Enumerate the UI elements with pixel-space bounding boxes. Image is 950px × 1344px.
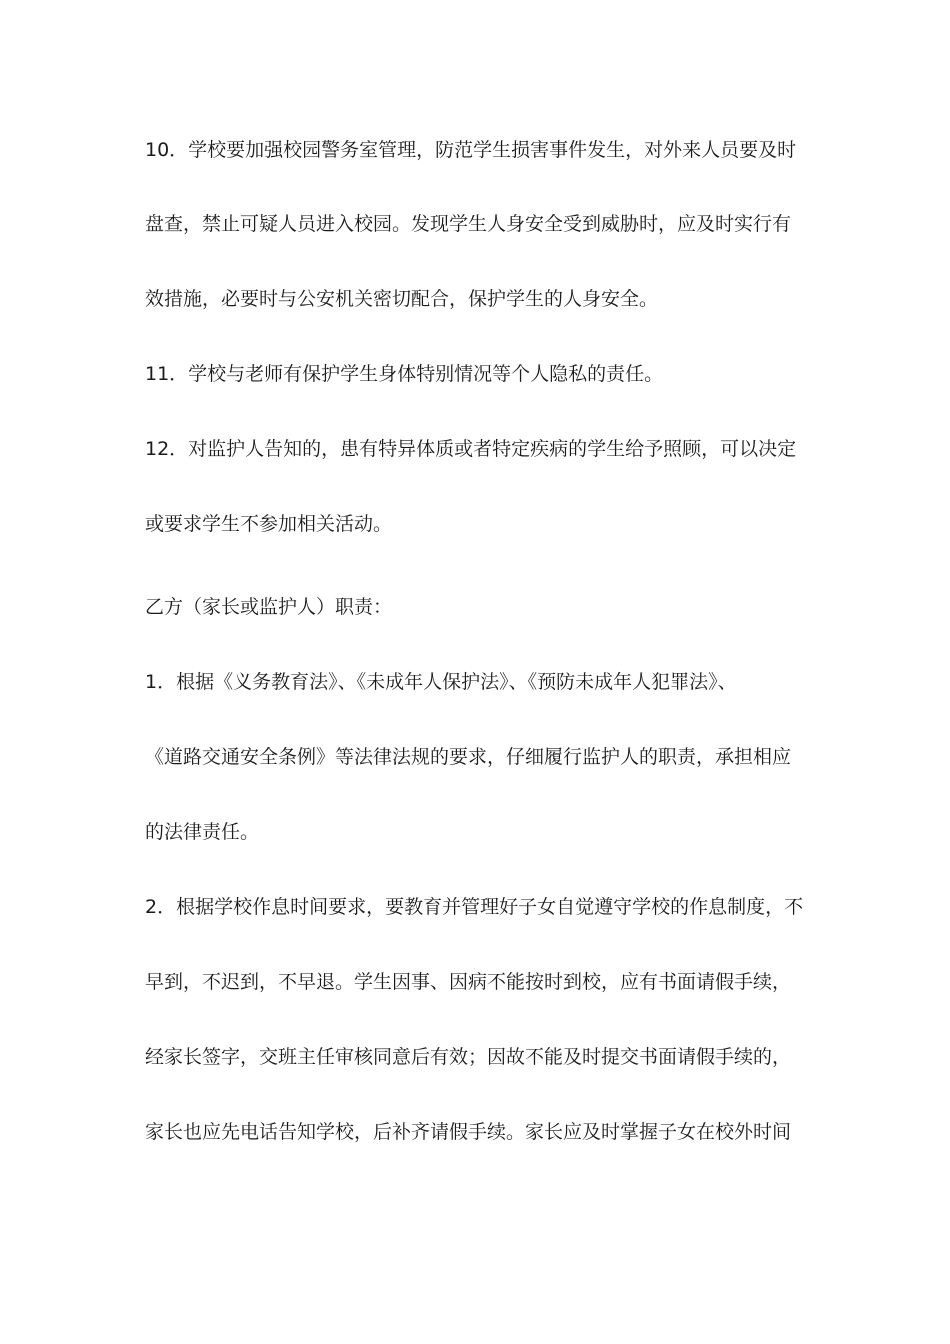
text-line-item-2: 2．根据学校作息时间要求，要教育并管理好子女自觉遵守学校的作息制度，不 [145,896,804,918]
text-line: 《道路交通安全条例》等法律法规的要求，仔细履行监护人的职责，承担相应 [145,746,792,768]
text-line: 的法律责任。 [145,821,260,843]
text-line: 早到，不迟到，不早退。学生因事、因病不能按时到校，应有书面请假手续， [145,971,792,993]
text-line-item-12: 12．对监护人告知的，患有特异体质或者特定疾病的学生给予照顾，可以决定 [145,438,797,460]
text-line: 家长也应先电话告知学校，后补齐请假手续。家长应及时掌握子女在校外时间 [145,1121,792,1143]
section-heading: 乙方（家长或监护人）职责： [145,596,393,618]
text-line-item-11: 11．学校与老师有保护学生身体特别情况等个人隐私的责任。 [145,363,664,385]
text-line-item-10: 10．学校要加强校园警务室管理，防范学生损害事件发生，对外来人员要及时 [145,139,797,161]
text-line: 效措施，必要时与公安机关密切配合，保护学生的人身安全。 [145,288,659,310]
text-line: 盘查，禁止可疑人员进入校园。发现学生人身安全受到威胁时，应及时实行有 [145,213,792,235]
text-line-item-1: 1．根据《义务教育法》、《未成年人保护法》、《预防未成年人犯罪法》、 [145,671,737,693]
text-line: 经家长签字，交班主任审核同意后有效；因故不能及时提交书面请假手续的， [145,1046,792,1068]
text-line: 或要求学生不参加相关活动。 [145,513,393,535]
